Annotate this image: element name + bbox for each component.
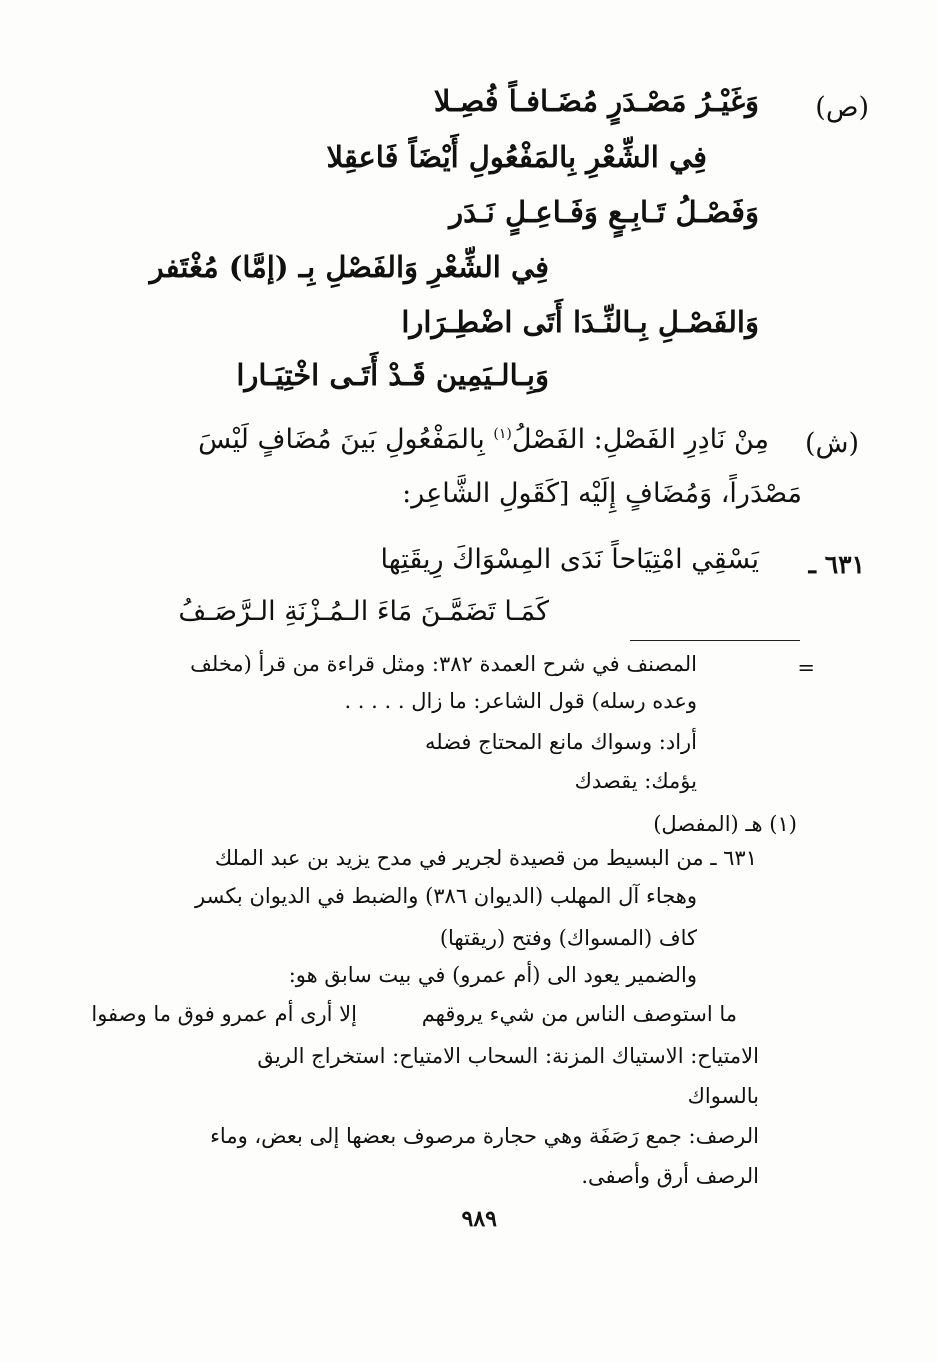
fn631-line-2: وهجاء آل المهلب (الديوان ٣٨٦) والضبط في الديوان بكسر xyxy=(195,884,697,908)
fn631-line-4: والضمير يعود الى (أم عمرو) في بيت سابق هو: xyxy=(288,963,697,987)
verse-marker: (ص) xyxy=(815,92,869,123)
commentary-line-2: مَصْدَراً، وَمُضَافٍ إِلَيْه [كَقَولِ الشَّاعِر: xyxy=(402,478,802,509)
commentary-text-pre: مِنْ نَادِرِ الفَصْلِ: الفَصْلُ xyxy=(511,424,769,455)
footnote-1: (١) هـ (المفصل) xyxy=(653,812,797,836)
verse-line-5: وَالفَصْـلِ بِـالنِّـدَا أَتَى اضْطِـرَارا xyxy=(401,305,759,339)
gloss-line-4: الرصف أرق وأصفى. xyxy=(581,1164,759,1188)
quoted-verse-second: كَمَـا تَضَمَّـنَ مَاءَ الـمُـزْنَةِ الـرَّصَـفُ xyxy=(178,596,549,627)
fn631-line-3: كاف (المسواك) وفتح (ريقتها) xyxy=(439,926,697,950)
note-line-1: المصنف في شرح العمدة ٣٨٢: ومثل قراءة من قرأ (مخلف xyxy=(190,652,697,676)
gloss-line-1: الامتياح: الاستياك المزنة: السحاب الامتياح: استخراج الريق xyxy=(257,1044,759,1068)
verse-line-4: فِي الشِّعْرِ وَالفَصْلِ بِـ (إمَّا) مُغْتَفر xyxy=(149,250,549,284)
verse-line-2: فِي الشِّعْرِ بِالمَفْعُولِ أَيْضَاً فَاعقِلا xyxy=(326,140,707,174)
note-line-3: أراد: وسواك مانع المحتاج فضله xyxy=(424,730,697,754)
continuation-mark: = xyxy=(797,656,815,680)
quoted-verse-first: يَسْقِي امْتِيَاحاً نَدَى المِسْوَاكَ رِيقَتِها xyxy=(380,544,759,575)
verse-line-1: وَغَيْـرُ مَصْـدَرٍ مُضَـافـاً فُصِـلا xyxy=(433,84,759,118)
footnote-separator xyxy=(630,640,800,641)
verse-line-6: وَبِـالـيَمِين قَـدْ أَتَـى اخْتِيَـارا xyxy=(236,358,549,392)
commentary-text-post: بِالمَفْعُولِ بَينَ مُضَافٍ لَيْسَ xyxy=(198,424,494,455)
verse-line-3: وَفَصْـلُ تَـابِـعٍ وَفَـاعِـلٍ نَـدَر xyxy=(449,195,759,229)
footnote-ref-1: (١) xyxy=(493,426,512,442)
cited-verse-second: إلا أرى أم عمرو فوق ما وصفوا xyxy=(91,1002,357,1026)
verse-number: ٦٣١ ـ xyxy=(808,550,865,579)
commentary-marker: (ش) xyxy=(804,428,859,459)
cited-verse-first: ما استوصف الناس من شيء يروقهم xyxy=(421,1002,737,1026)
gloss-line-3: الرصف: جمع رَصَفَة وهي حجارة مرصوف بعضها إلى بعض، وماء xyxy=(210,1124,759,1148)
page-number: ٩٨٩ xyxy=(461,1206,497,1232)
fn631-line-1: ٦٣١ ـ من البسيط من قصيدة لجرير في مدح يزيد بن عبد الملك xyxy=(214,846,757,870)
gloss-line-2: بالسواك xyxy=(687,1084,759,1108)
commentary-line-1 xyxy=(198,424,769,455)
note-line-2: وعده رسله) قول الشاعر: ما زال . . . . . xyxy=(344,689,697,713)
note-line-4: يؤمك: يقصدك xyxy=(574,769,697,793)
